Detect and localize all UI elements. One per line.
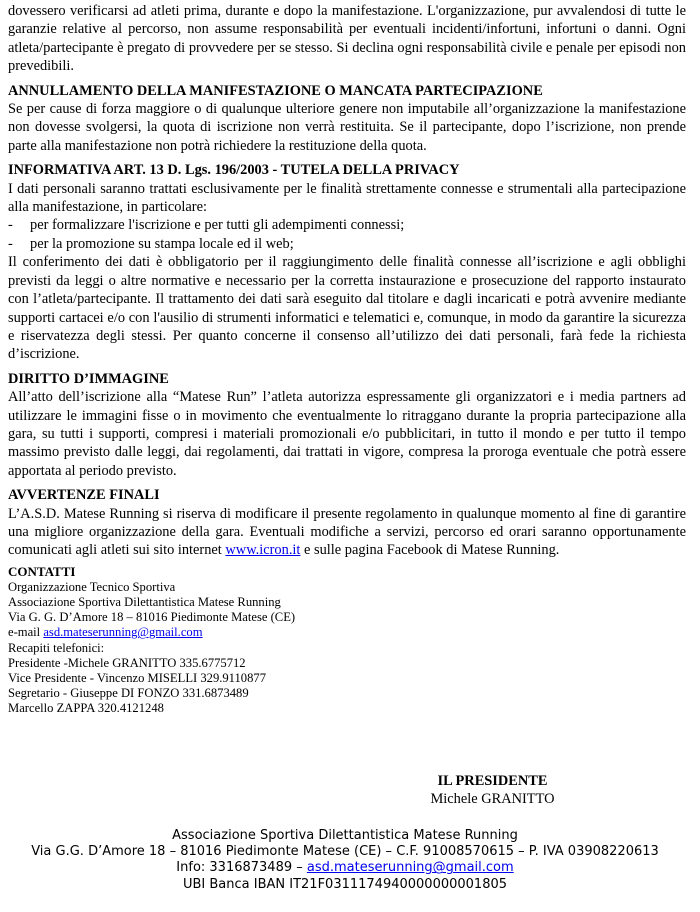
bullet-marker: -	[8, 217, 13, 234]
intro-paragraph: dovessero verificarsi ad atleti prima, durante e dopo la manifestazione. L'organizzazione, pur avvalendosi di tutte le garanzie relative al percorso, non assume responsabilità per eventuali incidenti/infortuni, infortuni o danni. Ogni atleta/partecipante è pregato di provvedere per se stesso. Si declina ogni responsabilità civile e penale per episodi non prevedibili.	[8, 3, 686, 75]
document-page	[8, 0, 686, 717]
signature-block	[420, 772, 565, 808]
footer-info-line	[0, 860, 690, 876]
privacy-paragraph-1: I dati personali saranno trattati esclusivamente per le finalità strettamente connesse e strumentali alla partecipazione alla manifestazione, in particolare:	[8, 180, 686, 216]
avvertenze-heading: AVVERTENZE FINALI	[8, 487, 160, 504]
avvertenze-text: L’A.S.D. Matese Running si riserva di modificare il presente regolamento in qualunque momento al fine di garantire una migliore organizzazione della gara. Eventuali modifiche a servizi, percorso ed orari saranno opportunamente comunicati agli atleti sui sito internet	[8, 505, 686, 559]
phone-line: Presidente -Michele GRANITTO 335.6775712	[8, 655, 246, 670]
phone-line: Segretario - Giuseppe DI FONZO 331.6873489	[8, 686, 249, 701]
immagine-paragraph: All’atto dell’iscrizione alla “Matese Run” l’atleta autorizza espressamente gli organizzatori e i media partners ad utilizzare le immagini fisse o in movimento che eventualmente lo ritraggano durante la propria partecipazione alla gara, su tutti i supporti, compresi i materiali promozionali e/o pubblicitari, in tutto il mondo e per tutto il tempo massimo previsto dalle leggi, dai regolamenti, dai trattati in vigore, compresa la proroga eventuale che potrà essere apportata al periodo previsto.	[8, 389, 686, 479]
phone-line: Marcello ZAPPA 320.4121248	[8, 701, 164, 716]
contatti-line: Associazione Sportiva Dilettantistica Matese Running	[8, 594, 281, 609]
avvertenze-paragraph	[8, 505, 686, 560]
contatti-heading: CONTATTI	[8, 563, 76, 579]
phone-line: Vice Presidente - Vincenzo MISELLI 329.9110877	[8, 671, 266, 685]
contatti-line: Organizzazione Tecnico Sportiva	[8, 579, 176, 594]
privacy-paragraph-2: Il conferimento dei dati è obbligatorio per il raggiungimento delle finalità connesse all’iscrizione e agli obblighi previsti da leggi o altre normative e necessario per la corretta instaurazione e prosecuzione del rapporto instaurato con l’atleta/partecipante. Il trattamento dei dati sarà eseguito dal titolare e dagli incaricati e potrà avvenire mediante supporti cartacei e/o con l'ausilio di strumenti informatici e telematici e, comunque, in modo da garantire la sicurezza e riservatezza degli stessi. Per quanto concerne il consenso all’utilizzo dei dati personali, farà fede la richiesta d’iscrizione.	[8, 254, 686, 363]
annullamento-paragraph: Se per cause di forza maggiore o di qualunque ulteriore genere non imputabile all’organizzazione la manifestazione non dovesse svolgersi, la quota di iscrizione non verrà restituita. Se il partecipante, dopo l’iscrizione, non prende parte alla manifestazione non potrà richiedere la restituzione della quota.	[8, 101, 686, 154]
footer-line: UBI Banca IBAN IT21F0311174940000000001805	[182, 876, 508, 892]
contatti-line: Via G. G. D’Amore 18 – 81016 Piedimonte Matese (CE)	[8, 610, 296, 625]
footer-line: Via G.G. D’Amore 18 – 81016 Piedimonte Matese (CE) – C.F. 91008570615 – P. IVA 03908220613	[31, 844, 659, 860]
website-link[interactable]: www.icron.it	[225, 542, 301, 559]
signature-name: Michele GRANITTO	[430, 791, 555, 807]
immagine-heading: DIRITTO D’IMMAGINE	[8, 370, 169, 387]
signature-title: IL PRESIDENTE	[437, 773, 548, 789]
privacy-bullet	[8, 216, 686, 234]
page-footer	[0, 828, 690, 893]
footer-line: Associazione Sportiva Dilettantistica Matese Running	[172, 828, 518, 843]
footer-info-label: Info: 3316873489 –	[176, 860, 307, 876]
privacy-heading: INFORMATIVA ART. 13 D. Lgs. 196/2003 - TUTELA DELLA PRIVACY	[8, 162, 460, 179]
footer-email-link[interactable]: asd.mateserunning@gmail.com	[306, 860, 514, 876]
email-label: e-mail	[8, 625, 44, 640]
avvertenze-text-end: e sulle pagina Facebook di Matese Running.	[300, 542, 560, 559]
privacy-bullet	[8, 235, 686, 253]
contatti-email-line	[8, 625, 686, 640]
bullet-marker: -	[8, 235, 13, 252]
privacy-bullet-text: per la promozione su stampa locale ed il web;	[30, 235, 294, 252]
annullamento-heading: ANNULLAMENTO DELLA MANIFESTAZIONE O MANCATA PARTECIPAZIONE	[8, 82, 543, 99]
email-link[interactable]: asd.mateserunning@gmail.com	[43, 625, 203, 640]
privacy-bullet-text: per formalizzare l'iscrizione e per tutti gli adempimenti connessi;	[30, 217, 405, 234]
phones-label: Recapiti telefonici:	[8, 640, 105, 655]
